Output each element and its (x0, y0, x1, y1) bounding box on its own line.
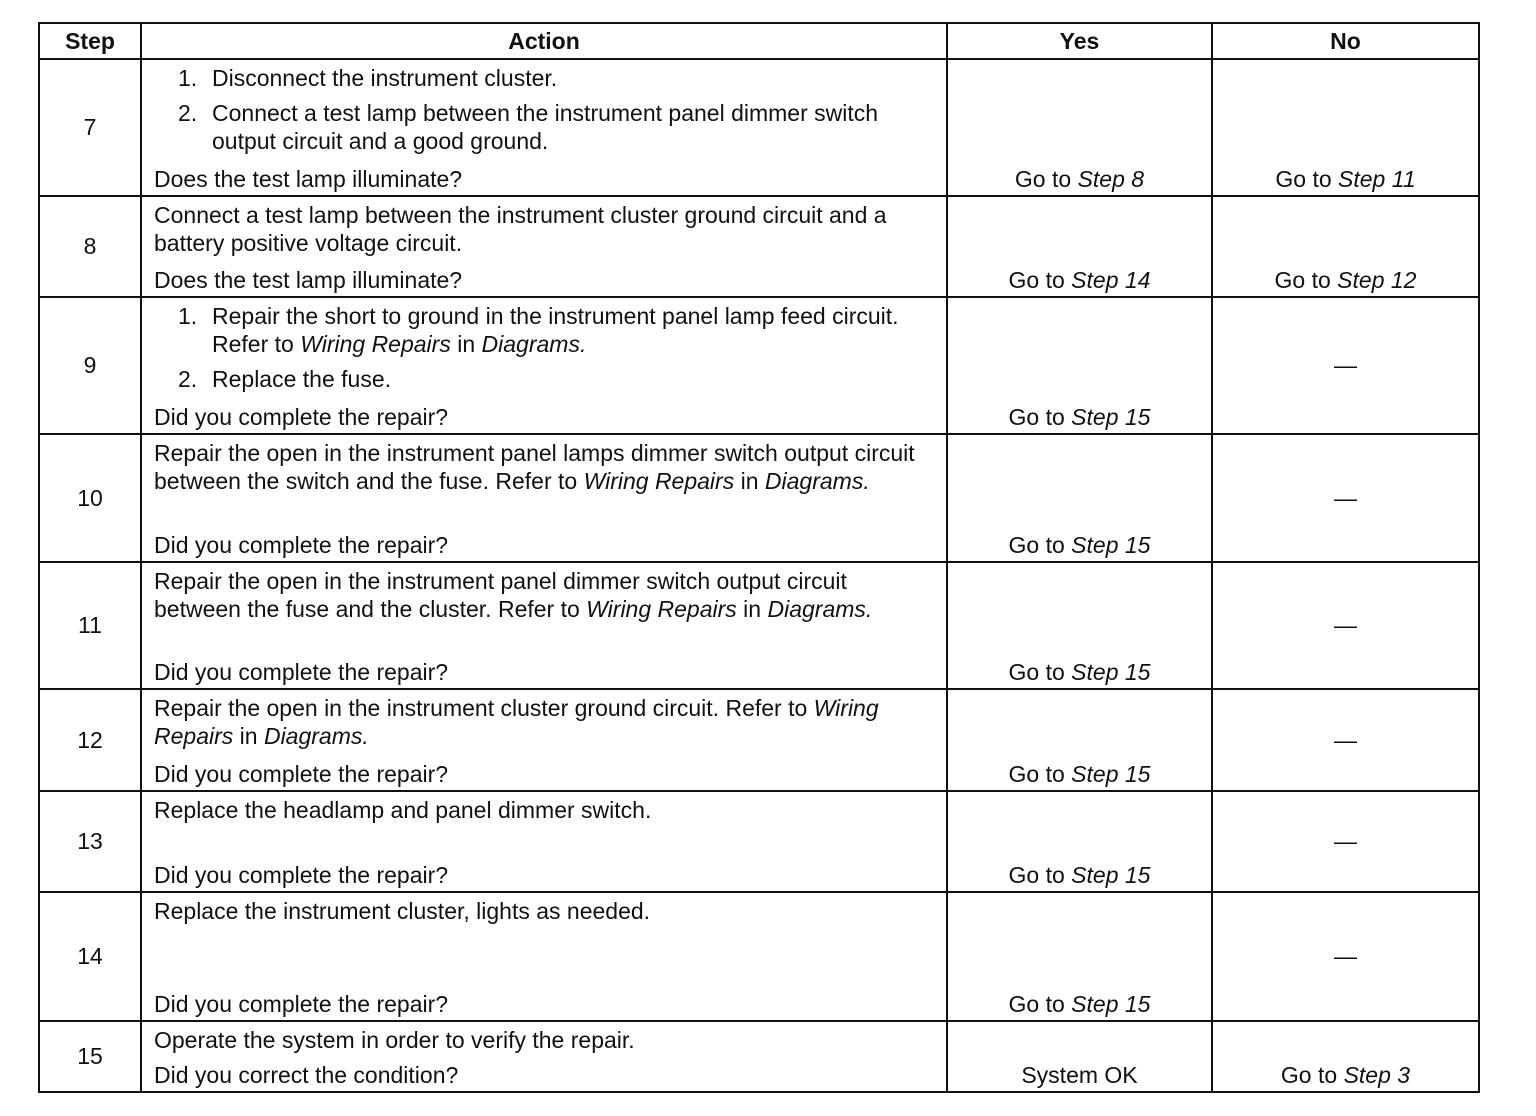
table-row (39, 59, 1479, 196)
action-paragraph (154, 897, 936, 925)
italic-reference: Diagrams. (263, 723, 369, 749)
italic-reference: Step 15 (1071, 532, 1151, 558)
table-row (39, 434, 1479, 562)
step-number: 14 (39, 892, 141, 1021)
italic-reference: Step 8 (1077, 166, 1145, 192)
yes-outcome (947, 689, 1212, 791)
text-run: Replace the instrument cluster, lights as needed. (154, 898, 651, 924)
step-number: 8 (39, 196, 141, 297)
step-number: 9 (39, 297, 141, 434)
italic-reference: Step 11 (1338, 166, 1416, 192)
text-run: Go to (1008, 862, 1072, 888)
text-run: Go to (1008, 404, 1072, 430)
italic-reference: Diagrams. (481, 331, 587, 357)
table-row (39, 791, 1479, 892)
action-cell (141, 1021, 947, 1092)
table-row (39, 297, 1479, 434)
italic-reference: Wiring Repairs (586, 596, 737, 622)
action-list-item (178, 302, 936, 358)
text-run: Go to (1008, 532, 1072, 558)
no-outcome (1212, 1021, 1479, 1092)
header-no: No (1212, 23, 1479, 59)
text-run: Go to (1274, 267, 1338, 293)
list-text (212, 365, 936, 393)
action-question: Did you correct the condition? (154, 1062, 459, 1088)
step-number: 15 (39, 1021, 141, 1092)
step-number: 13 (39, 791, 141, 892)
text-run: Repair the short to ground in the instrument panel lamp feed circuit. Refer to (212, 303, 899, 357)
action-cell (141, 297, 947, 434)
action-cell (141, 892, 947, 1021)
step-number: 11 (39, 562, 141, 689)
italic-reference: Step 15 (1071, 659, 1151, 685)
yes-outcome (947, 297, 1212, 434)
italic-reference: Diagrams. (767, 596, 873, 622)
yes-outcome (947, 562, 1212, 689)
action-question: Did you complete the repair? (154, 659, 449, 685)
table-row (39, 562, 1479, 689)
action-paragraph (154, 201, 936, 257)
text-run: System OK (1021, 1062, 1138, 1088)
italic-reference: Step 14 (1071, 267, 1151, 293)
action-cell (141, 791, 947, 892)
no-outcome-dash: — (1212, 791, 1479, 892)
action-cell (141, 59, 947, 196)
text-run: Go to (1008, 991, 1072, 1017)
list-text (212, 99, 936, 155)
text-run: Connect a test lamp between the instrument cluster ground circuit and a battery positive voltage circuit. (154, 202, 887, 256)
diagnostic-table (38, 22, 1480, 1093)
italic-reference: Step 15 (1071, 404, 1151, 430)
step-number: 10 (39, 434, 141, 562)
list-text (212, 64, 936, 92)
text-run: Replace the headlamp and panel dimmer switch. (154, 797, 652, 823)
action-cell (141, 434, 947, 562)
yes-outcome (947, 196, 1212, 297)
yes-outcome (947, 434, 1212, 562)
text-run: Repair the open in the instrument panel dimmer switch output circuit between the fuse and the cluster. Refer to (154, 568, 847, 622)
text-run: Go to (1008, 659, 1072, 685)
text-run: Go to (1275, 166, 1339, 192)
italic-reference: Step 15 (1071, 991, 1151, 1017)
text-run: Repair the open in the instrument panel lamps dimmer switch output circuit between the switch and the fuse. Refer to (154, 440, 915, 494)
italic-reference: Wiring Repairs (300, 331, 451, 357)
action-question: Did you complete the repair? (154, 761, 449, 787)
table-row (39, 689, 1479, 791)
action-question: Did you complete the repair? (154, 404, 449, 430)
list-number: 1. (178, 303, 198, 329)
no-outcome-dash: — (1212, 689, 1479, 791)
action-list-item (178, 365, 936, 393)
action-paragraph (154, 1026, 936, 1054)
yes-outcome (947, 59, 1212, 196)
text-run: Go to (1008, 761, 1072, 787)
italic-reference: Step 12 (1337, 267, 1417, 293)
text-run: Replace the fuse. (212, 366, 392, 392)
text-run: in (450, 331, 482, 357)
table-row (39, 1021, 1479, 1092)
action-list-item (178, 64, 936, 92)
text-run: Go to (1014, 166, 1078, 192)
yes-outcome (947, 1021, 1212, 1092)
action-question: Did you complete the repair? (154, 862, 449, 888)
text-run: Disconnect the instrument cluster. (212, 65, 558, 91)
header-step: Step (39, 23, 141, 59)
italic-reference: Step 15 (1071, 862, 1151, 888)
text-run: Connect a test lamp between the instrument panel dimmer switch output circuit and a good ground. (212, 100, 879, 154)
header-yes: Yes (947, 23, 1212, 59)
step-number: 12 (39, 689, 141, 791)
italic-reference: Step 15 (1071, 761, 1151, 787)
text-run: in (736, 596, 768, 622)
action-question: Did you complete the repair? (154, 991, 449, 1017)
action-paragraph (154, 439, 936, 495)
no-outcome-dash: — (1212, 297, 1479, 434)
text-run: in (233, 723, 264, 749)
action-paragraph (154, 567, 936, 623)
table-body (39, 59, 1479, 1092)
no-outcome-dash: — (1212, 434, 1479, 562)
yes-outcome (947, 791, 1212, 892)
text-run: Operate the system in order to verify the repair. (154, 1027, 635, 1053)
action-question: Did you complete the repair? (154, 532, 449, 558)
text-run: in (734, 468, 765, 494)
action-cell (141, 689, 947, 791)
yes-outcome (947, 892, 1212, 1021)
list-number: 2. (178, 366, 198, 392)
italic-reference: Wiring Repairs (583, 468, 735, 494)
header-action: Action (141, 23, 947, 59)
no-outcome-dash: — (1212, 562, 1479, 689)
no-outcome (1212, 196, 1479, 297)
no-outcome (1212, 59, 1479, 196)
text-run: Go to (1008, 267, 1072, 293)
step-number: 7 (39, 59, 141, 196)
list-number: 2. (178, 100, 198, 126)
italic-reference: Diagrams. (764, 468, 870, 494)
action-question: Does the test lamp illuminate? (154, 267, 463, 293)
action-paragraph (154, 694, 936, 750)
action-question: Does the test lamp illuminate? (154, 166, 463, 192)
no-outcome-dash: — (1212, 892, 1479, 1021)
text-run: Repair the open in the instrument cluster ground circuit. Refer to (154, 695, 814, 721)
text-run: Go to (1280, 1062, 1344, 1088)
list-text (212, 302, 936, 358)
header-row (39, 23, 1479, 59)
list-number: 1. (178, 65, 198, 91)
action-cell (141, 196, 947, 297)
italic-reference: Wiring Repairs (154, 695, 879, 749)
table-row (39, 892, 1479, 1021)
table-row (39, 196, 1479, 297)
action-cell (141, 562, 947, 689)
action-list-item (178, 99, 936, 155)
italic-reference: Step 3 (1343, 1062, 1411, 1088)
action-paragraph (154, 796, 936, 824)
